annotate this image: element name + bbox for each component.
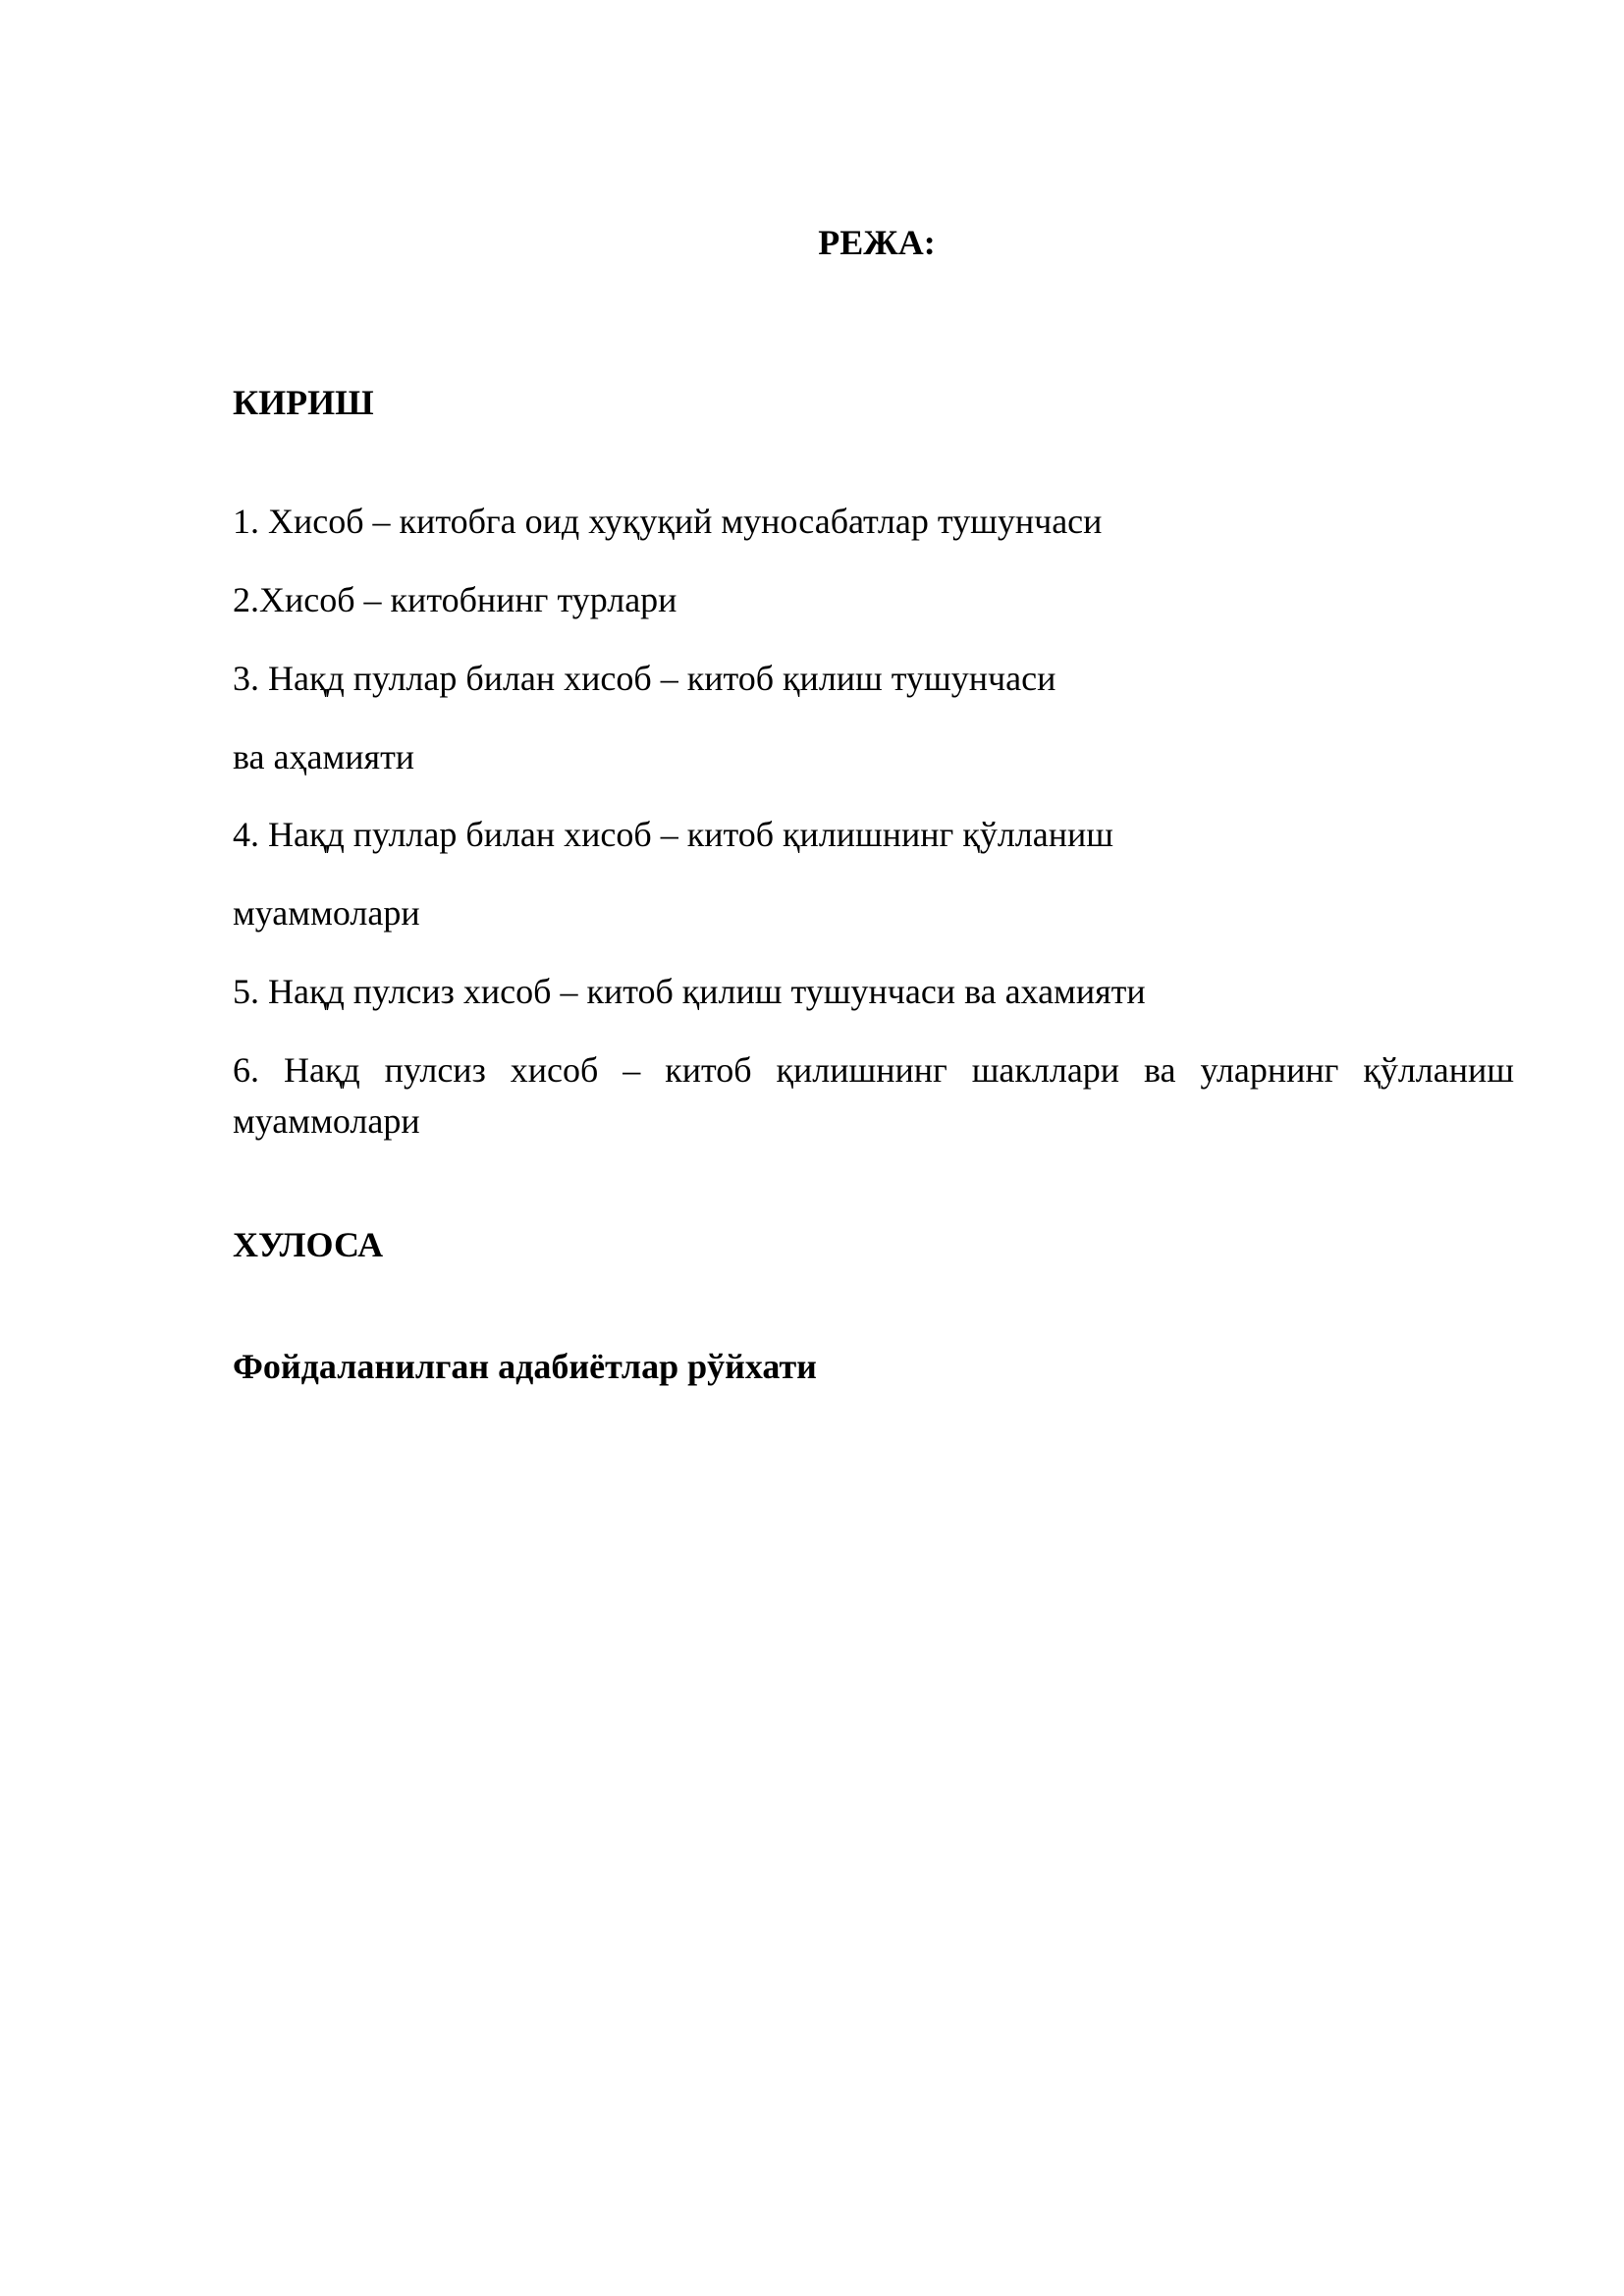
plan-item-6-line-1: 6. Нақд пулсиз хисоб – китоб қилишнинг шакллари ва уларнинг қўлланиш <box>233 1050 1514 1090</box>
plan-item-4-continuation: муаммолари <box>233 893 420 933</box>
page-title: РЕЖА: <box>818 223 936 262</box>
conclusion-heading: ХУЛОСА <box>233 1225 384 1264</box>
plan-item-5: 5. Нақд пулсиз хисоб – китоб қилиш тушунчаси ва ахамияти <box>233 972 1146 1011</box>
references-heading: Фойдаланилган адабиётлар рўйхати <box>233 1347 817 1386</box>
plan-item-4: 4. Нақд пуллар билан хисоб – китоб қилишнинг қўлланиш <box>233 815 1113 854</box>
plan-item-6-line-2: муаммолари <box>233 1101 420 1141</box>
plan-item-1: 1. Хисоб – китобга оид хуқуқий муносабатлар тушунчаси <box>233 502 1103 541</box>
plan-item-3: 3. Нақд пуллар билан хисоб – китоб қилиш тушунчаси <box>233 659 1056 698</box>
plan-item-2: 2.Хисоб – китобнинг турлари <box>233 580 677 619</box>
plan-item-6 <box>233 1044 1514 1147</box>
plan-item-3-continuation: ва аҳамияти <box>233 737 415 776</box>
intro-heading: КИРИШ <box>233 383 374 422</box>
